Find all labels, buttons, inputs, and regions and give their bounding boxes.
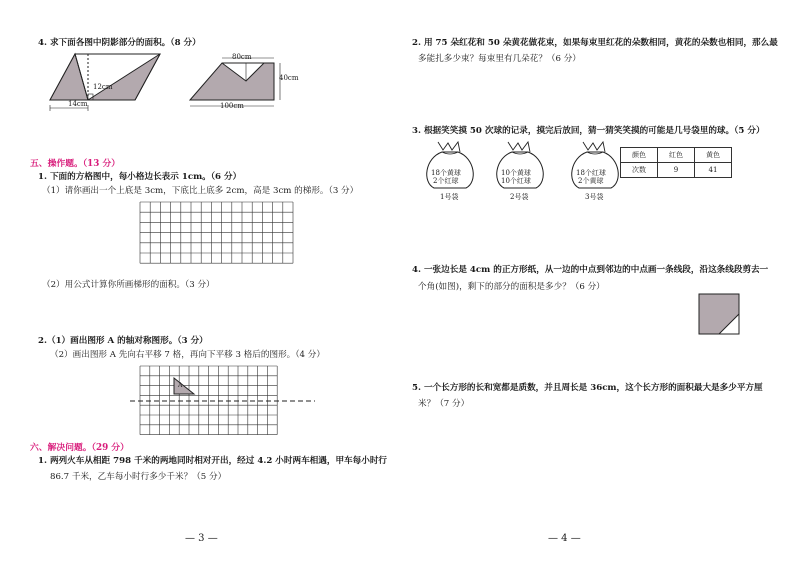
- shape-a-label: A: [178, 382, 183, 389]
- problem-1-line-1: 1. 两列火车从相距 798 千米的两地同时相对开出，经过 4.2 小时两车相遇，甲车每小时行: [38, 456, 388, 466]
- symmetry-axis: [130, 399, 320, 403]
- table-header-cell: 黄色: [695, 148, 732, 163]
- bag-1: [420, 140, 480, 204]
- fig2-top-label: 80cm: [232, 53, 252, 61]
- bag-2-name: 2号袋: [510, 193, 529, 201]
- section-5-heading: 五、操作题。（13 分）: [30, 159, 121, 169]
- problem-3-title: 3. 根据笑笑摸 50 次球的记录，摸完后放回，猜一猜笑笑摸的可能是几号袋里的球。（5 分）: [412, 126, 765, 136]
- table-cell: 41: [695, 163, 732, 178]
- op1-part-b: （2）用公式计算你所画梯形的面积。（3 分）: [42, 280, 215, 290]
- bag-3: [565, 140, 625, 204]
- bag-1-name: 1号袋: [440, 193, 459, 201]
- fig1-base-label: 14cm: [68, 100, 88, 108]
- page-number-3: — 3 —: [185, 533, 218, 544]
- bag-3-line-2: 2个黄球: [578, 177, 604, 185]
- problem-2-line-1: 2. 用 75 朵红花和 50 朵黄花做花束，如果每束里红花的朵数相同，黄花的朵数也相同，那么最: [412, 38, 778, 48]
- problem-5-line-2: 米？（7 分）: [418, 399, 470, 409]
- bag-3-name: 3号袋: [585, 193, 604, 201]
- op1-part-a: （1）请你画出一个上底是 3cm，下底比上底多 2cm，高是 3cm 的梯形。（3 分）: [42, 186, 359, 196]
- shape-a-triangle: [172, 376, 202, 406]
- fig2-side-label: 40cm: [279, 74, 299, 82]
- op1-title: 1. 下面的方格图中，每小格边长表示 1cm。（6 分）: [38, 172, 242, 182]
- bag-3-line-1: 18个红球: [576, 169, 606, 177]
- table-header-cell: 颜色: [621, 148, 658, 163]
- problem-1-line-2: 86.7 千米，乙车每小时行多少千米？（5 分）: [50, 472, 227, 482]
- op2-title: 2.（1）画出图形 A 的轴对称图形。（3 分）: [38, 336, 208, 346]
- fig2-bottom-label: 100cm: [220, 102, 244, 110]
- cut-square-figure: [698, 293, 743, 338]
- page-number-4: — 4 —: [548, 533, 581, 544]
- fig1-height-label: 12cm: [93, 83, 113, 91]
- problem-4-line-1: 4. 一张边长是 4cm 的正方形纸，从一边的中点到邻边的中点画一条线段，沿这条线段剪去一: [412, 265, 769, 275]
- table-cell: 次数: [621, 163, 658, 178]
- bag-2-line-1: 10个黄球: [501, 169, 531, 177]
- right-page: [400, 0, 800, 576]
- q4-title: 4. 求下面各图中阴影部分的面积。（8 分）: [38, 38, 201, 48]
- table-row: [621, 163, 732, 178]
- bag-1-line-2: 2个红球: [433, 177, 459, 185]
- table-cell: 9: [658, 163, 695, 178]
- problem-2-line-2: 多能扎多少束？每束里有几朵花？（6 分）: [418, 54, 581, 64]
- problem-5-line-1: 5. 一个长方形的长和宽都是质数，并且周长是 36cm，这个长方形的面积最大是多少平方厘: [412, 383, 763, 393]
- record-table: [620, 147, 732, 178]
- grid-paper-1[interactable]: [140, 202, 295, 274]
- table-header-cell: 红色: [658, 148, 695, 163]
- op2-part-b: （2）画出图形 A 先向右平移 7 格，再向下平移 3 格后的图形。（4 分）: [50, 350, 325, 360]
- table-header-row: [621, 148, 732, 163]
- section-6-heading: 六、解决问题。（29 分）: [30, 443, 129, 453]
- bag-2: [490, 140, 550, 204]
- bag-2-line-2: 10个红球: [501, 177, 531, 185]
- bag-1-line-1: 18个黄球: [431, 169, 461, 177]
- problem-4-line-2: 个角(如图)，剩下的部分的面积是多少？（6 分）: [418, 282, 605, 292]
